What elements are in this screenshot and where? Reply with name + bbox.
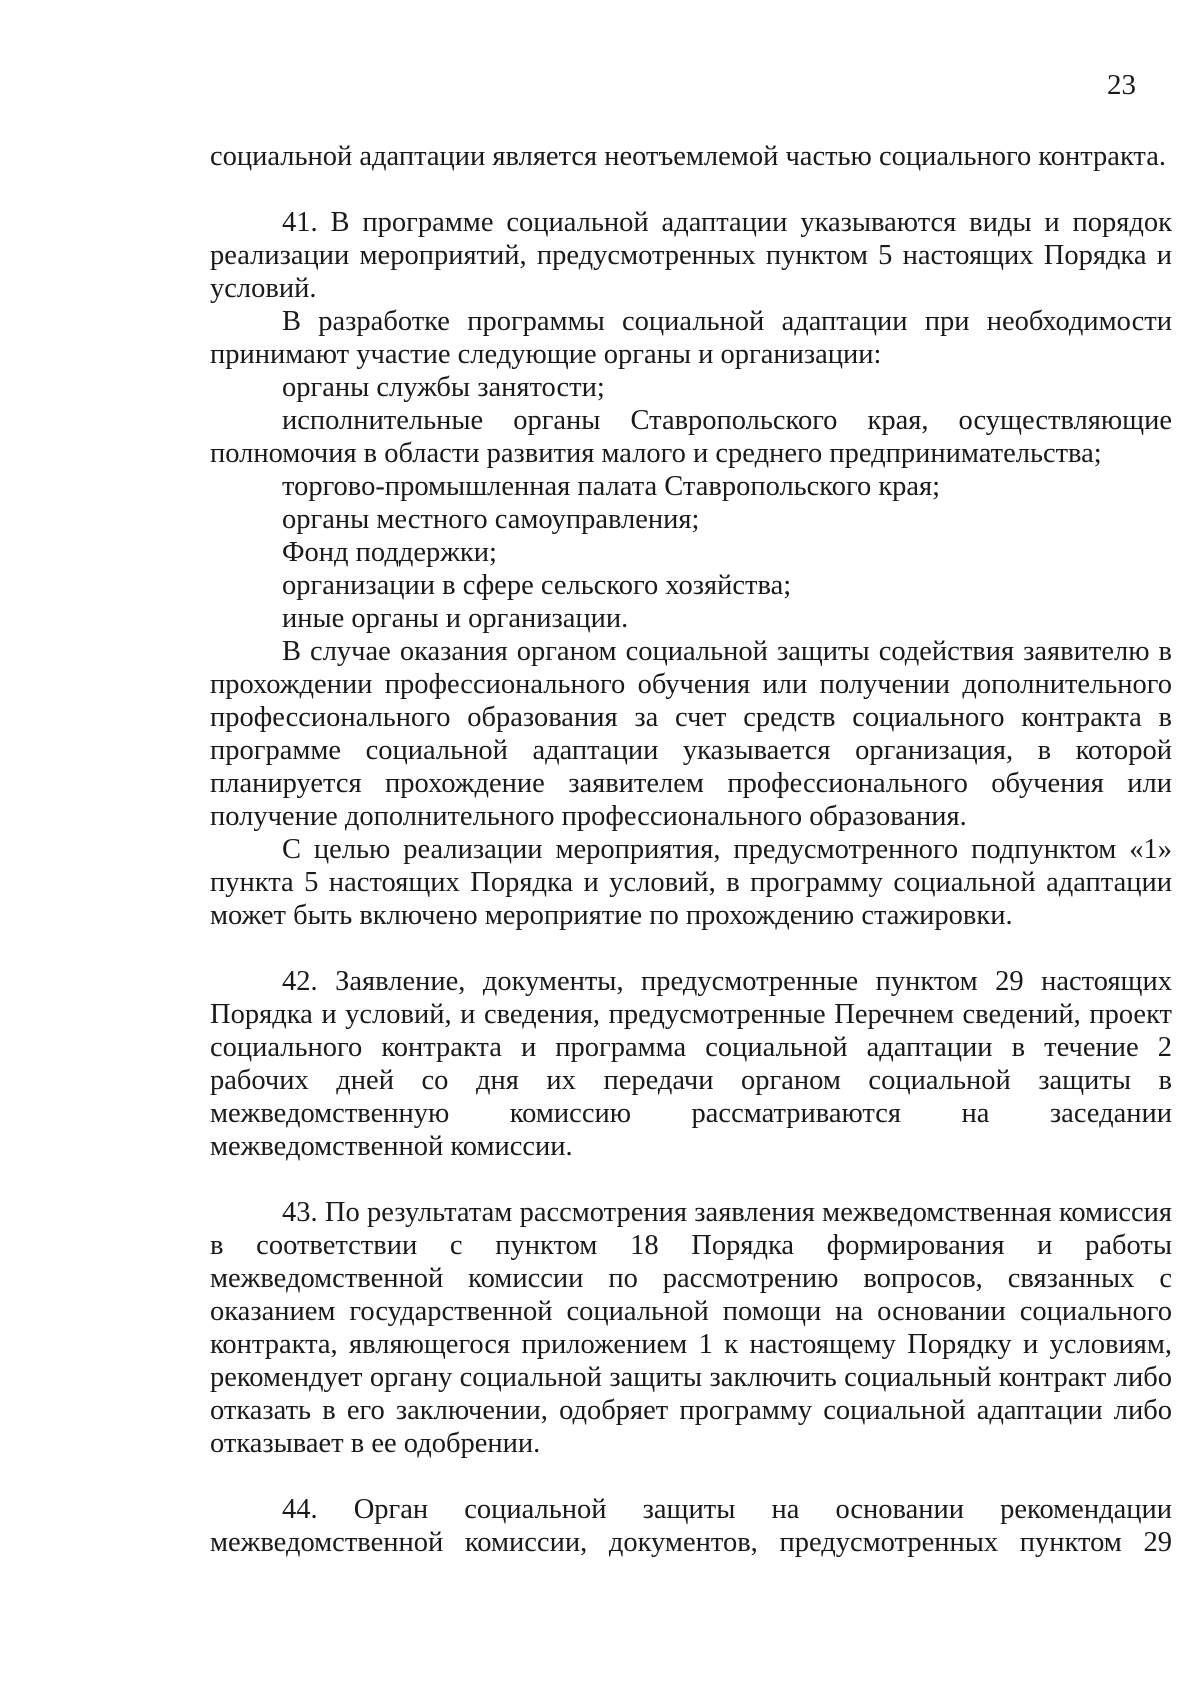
page-number: 23 [1107,69,1136,101]
paragraph-training-assistance: В случае оказания органом социальной защиты содействия заявителю в прохождении профессионального обучения или получении дополнительного профессионального образования за счет средств социального контракта в программе социальной адаптации указывается организация, в которой планируется прохождение заявителем профессионального обучения или получение дополнительного профессионального образования. [210,636,1172,832]
list-item: органы местного самоуправления; [282,504,700,535]
paragraph-gap [210,1163,1172,1196]
document-body [210,140,1172,1559]
list-item: исполнительные органы Ставропольского края, осуществляющие полномочия в области развития малого и среднего предпринимательства; [210,405,1172,469]
paragraph-41: 41. В программе социальной адаптации указываются виды и порядок реализации мероприятий, предусмотренных пунктом 5 настоящих Порядка и условий. [210,207,1172,304]
list-item: органы службы занятости; [282,372,605,403]
paragraph-participants-intro: В разработке программы социальной адаптации при необходимости принимают участие следующие органы и организации: [210,306,1172,370]
paragraph-gap [210,932,1172,965]
paragraph-gap [210,173,1172,206]
paragraph-gap [210,1460,1172,1493]
list-item: торгово-промышленная палата Ставропольского края; [282,471,941,502]
list-item: иные органы и организации. [282,603,629,634]
list-item: Фонд поддержки; [282,537,497,568]
paragraph-42: 42. Заявление, документы, предусмотренные пунктом 29 настоящих Порядка и условий, и сведения, предусмотренные Перечнем сведений, проект социального контракта и программа социальной адаптации в течение 2 рабочих дней со дня их передачи органом социальной защиты в межведомственную комиссию рассматриваются на заседании межведомственной комиссии. [210,966,1172,1162]
paragraph-44: 44. Орган социальной защиты на основании рекомендации межведомственной комиссии, документов, предусмотренных пунктом 29 [210,1494,1172,1558]
paragraph-43: 43. По результатам рассмотрения заявления межведомственная комиссия в соответствии с пунктом 18 Порядка формирования и работы межведомственной комиссии по рассмотрению вопросов, связанных с оказанием государственной социальной помощи на основании социального контракта, являющегося приложением 1 к настоящему Порядку и условиям, рекомендует органу социальной защиты заключить социальный контракт либо отказать в его заключении, одобряет программу социальной адаптации либо отказывает в ее одобрении. [210,1197,1172,1459]
list-item: организации в сфере сельского хозяйства; [282,570,792,601]
paragraph-continuation: социальной адаптации является неотъемлемой частью социального контракта. [210,141,1166,172]
paragraph-internship: С целью реализации мероприятия, предусмотренного подпунктом «1» пункта 5 настоящих Порядка и условий, в программу социальной адаптации может быть включено мероприятие по прохождению стажировки. [210,834,1172,931]
